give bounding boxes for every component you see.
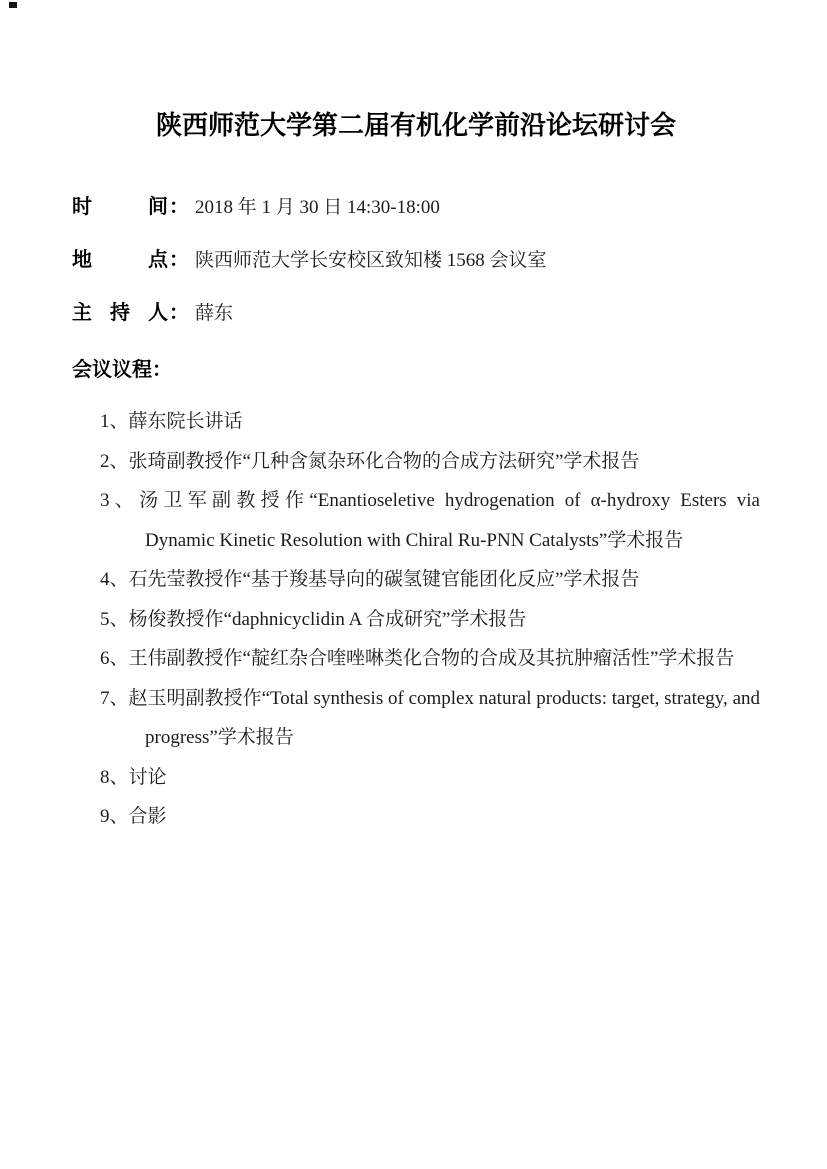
meta-row-time bbox=[72, 197, 760, 218]
agenda-item-text: 讨论 bbox=[128, 766, 167, 788]
meta-label-char: 间 bbox=[148, 196, 168, 218]
agenda-item-number: 8、 bbox=[100, 766, 129, 788]
agenda-item-3 bbox=[100, 481, 760, 560]
agenda-item-2 bbox=[100, 442, 760, 482]
meta-value-host: 薛东 bbox=[195, 303, 234, 324]
meta-label-host bbox=[72, 303, 168, 324]
agenda-item-9 bbox=[100, 797, 760, 837]
agenda-item-text: 汤卫军副教授作“Enantioseletive hydrogenation of α-hydroxy Esters via Dynamic Kinetic Resolution with Chiral Ru-PNN Catalysts”学术报告 bbox=[139, 490, 760, 551]
page-title: 陕西师范大学第二届有机化学前沿论坛研讨会 bbox=[155, 110, 676, 140]
agenda-item-number: 1、 bbox=[100, 411, 129, 432]
meta-label-char: 主 bbox=[72, 302, 92, 324]
agenda-item-text: 赵玉明副教授作“Total synthesis of complex natural products: target, strategy, and progress”学术报告 bbox=[128, 687, 760, 748]
agenda-item-number: 3、 bbox=[100, 490, 140, 511]
meta-label-char: 地 bbox=[72, 249, 92, 271]
meta-colon: ： bbox=[169, 196, 189, 218]
agenda-item-1 bbox=[100, 402, 760, 442]
agenda-item-text: 王伟副教授作“靛红杂合喹唑啉类化合物的合成及其抗肿瘤活性”学术报告 bbox=[128, 648, 735, 669]
meta-label-char: 时 bbox=[72, 196, 92, 218]
agenda-heading: 会议议程： bbox=[72, 359, 172, 381]
meta-colon: ： bbox=[169, 249, 189, 271]
agenda-item-7 bbox=[100, 679, 760, 758]
agenda-item-text: 合影 bbox=[128, 806, 167, 827]
meta-label-time bbox=[72, 197, 168, 218]
meta-colon: ： bbox=[169, 302, 189, 324]
meta-label-char: 持 bbox=[110, 302, 130, 324]
meta-value-location: 陕西师范大学长安校区致知楼 1568 会议室 bbox=[195, 250, 547, 271]
meta-row-host bbox=[72, 303, 760, 324]
meta-value-time: 2018 年 1 月 30 日 14:30-18:00 bbox=[195, 197, 440, 218]
meta-section bbox=[72, 197, 760, 324]
agenda-item-text: 张琦副教授作“几种含氮杂环化合物的合成方法研究”学术报告 bbox=[128, 450, 640, 472]
meta-row-location bbox=[72, 250, 760, 271]
agenda-item-text: 薛东院长讲话 bbox=[128, 411, 243, 432]
meta-label-char: 点 bbox=[148, 249, 168, 271]
agenda-item-number: 5、 bbox=[100, 608, 129, 630]
agenda-item-number: 2、 bbox=[100, 450, 129, 472]
meta-label-char: 人 bbox=[148, 302, 168, 324]
agenda-list bbox=[72, 402, 760, 837]
agenda-item-number: 6、 bbox=[100, 648, 129, 669]
agenda-item-number: 7、 bbox=[100, 687, 129, 709]
meta-label-location bbox=[72, 250, 168, 271]
agenda-item-5 bbox=[100, 600, 760, 640]
agenda-item-number: 9、 bbox=[100, 806, 129, 827]
agenda-item-8 bbox=[100, 758, 760, 798]
agenda-item-number: 4、 bbox=[100, 569, 129, 590]
agenda-item-text: 石先莹教授作“基于羧基导向的碳氢键官能团化反应”学术报告 bbox=[128, 569, 640, 590]
agenda-item-4 bbox=[100, 560, 760, 600]
scan-artifact-dot bbox=[9, 2, 17, 8]
agenda-item-text: 杨俊教授作“daphnicyclidin A 合成研究”学术报告 bbox=[128, 608, 527, 630]
agenda-item-6 bbox=[100, 639, 760, 679]
